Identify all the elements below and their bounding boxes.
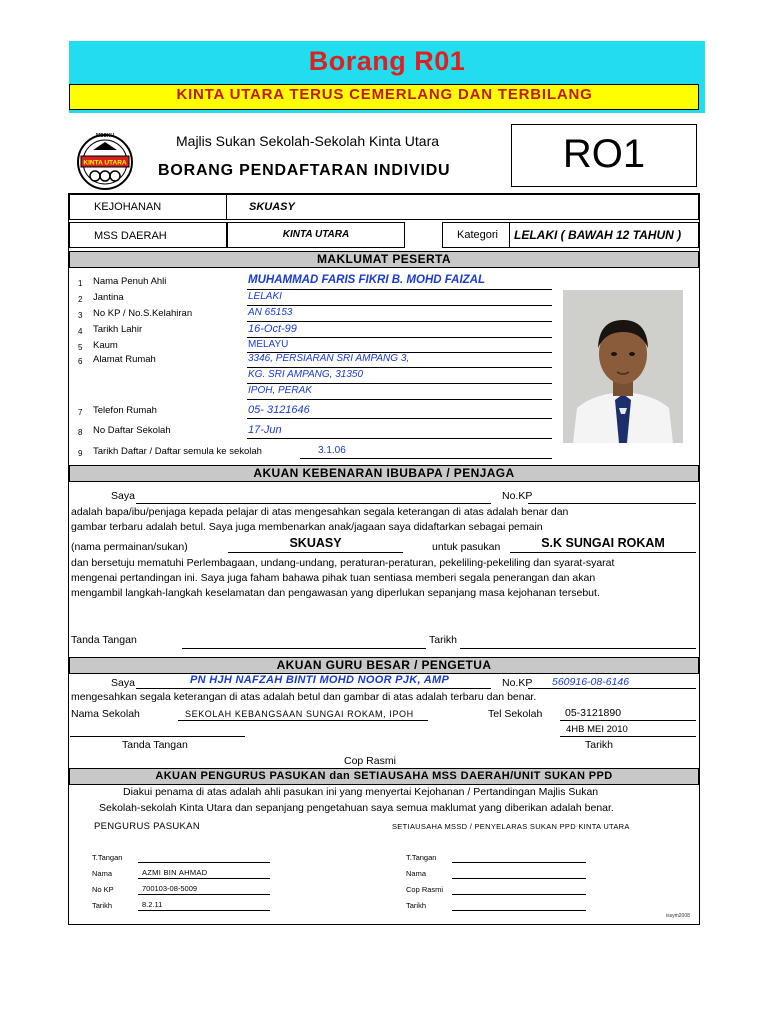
nama-sekolah-value: SEKOLAH KEBANGSAAN SUNGAI ROKAM, IPOH	[185, 709, 414, 719]
guru-tarikh-label: Tarikh	[585, 739, 614, 751]
setiausaha-cop-label: Cop Rasmi	[406, 885, 444, 894]
tarikh-daftar-line	[300, 458, 552, 459]
portrait-icon	[563, 290, 683, 443]
guru-tandatangan-label: Tanda Tangan	[122, 739, 188, 751]
no-daftar-line	[247, 438, 552, 439]
akuan-guru-heading: AKUAN GURU BESAR / PENGETUA	[69, 657, 699, 674]
tarikh-lahir-value: 16-Oct-99	[248, 323, 297, 335]
alamat-line1-value: 3346, PERSIARAN SRI AMPANG 3,	[248, 353, 410, 364]
setiausaha-tarikh-line	[452, 910, 586, 911]
nama-line	[247, 289, 552, 290]
ibubapa-text-2: gambar terbaru adalah betul. Saya juga membenarkan anak/jagaan saya didaftarkan sebagai pemain	[71, 521, 543, 533]
akuan-ibubapa-heading: AKUAN KEBENARAN IBUBAPA / PENJAGA	[69, 465, 699, 482]
tarikh-daftar-label: Tarikh Daftar / Daftar semula ke sekolah	[93, 446, 262, 457]
guru-tandatangan-line	[70, 736, 245, 737]
pengurus-text-1: Diakui penama di atas adalah ahli pasukan ini yang menyertai Kejohanan / Pertandingan Majlis Sukan	[123, 786, 599, 798]
kaum-label: Kaum	[93, 340, 118, 351]
pengurus-heading-label: PENGURUS PASUKAN	[94, 821, 200, 832]
jantina-value: LELAKI	[248, 291, 282, 302]
ibubapa-text-4: mengenai pertandingan ini. Saya juga faham bahawa pihak tuan sentiasa memberi segala penerangan dan akan	[71, 572, 596, 584]
pengurus-tarikh-value: 8.2.11	[142, 900, 163, 909]
pengurus-nokp-label: No KP	[92, 885, 114, 894]
setiausaha-heading-label: SETIAUSAHA MSSD / PENYELARAS SUKAN PPD KINTA UTARA	[392, 822, 630, 831]
organization-name: Majlis Sukan Sekolah-Sekolah Kinta Utara	[176, 133, 440, 149]
nokp-line	[247, 321, 552, 322]
pengurus-text-2: Sekolah-sekolah Kinta Utara dan sepanjang pengetahuan saya semua maklumat yang diberikan adalah benar.	[99, 802, 614, 814]
kejohanan-value: SKUASY	[249, 201, 295, 213]
tel-sekolah-line	[560, 720, 696, 721]
field-number: 4	[78, 327, 83, 336]
mss-value-cell	[227, 222, 405, 248]
tarikh-lahir-label: Tarikh Lahir	[93, 324, 143, 335]
jantina-line	[247, 305, 552, 306]
telefon-label: Telefon Rumah	[93, 405, 157, 416]
maklumat-heading: MAKLUMAT PESERTA	[69, 251, 699, 268]
pengurus-nama-value: AZMI BIN AHMAD	[142, 868, 208, 877]
pasukan-label: untuk pasukan	[432, 541, 501, 553]
pasukan-line	[510, 552, 696, 553]
no-daftar-label: No Daftar Sekolah	[93, 425, 171, 436]
setiausaha-nama-label: Nama	[406, 869, 427, 878]
tarikh-daftar-value: 3.1.06	[318, 445, 346, 456]
mss-label-cell	[69, 222, 227, 248]
alamat-line2-value: KG. SRI AMPANG, 31350	[248, 369, 364, 380]
field-number: 8	[78, 428, 83, 437]
nama-sekolah-label: Nama Sekolah	[71, 708, 140, 720]
kategori-value: LELAKI ( BAWAH 12 TAHUN )	[514, 228, 682, 242]
guru-saya-label: Saya	[111, 677, 135, 689]
alamat-line1	[247, 367, 552, 368]
pengurus-nama-label: Nama	[92, 869, 113, 878]
tel-sekolah-label: Tel Sekolah	[488, 708, 543, 720]
field-number: 7	[78, 408, 83, 417]
field-number: 1	[78, 279, 83, 288]
ibubapa-saya-line	[136, 503, 491, 504]
mss-value: KINTA UTARA	[282, 229, 350, 240]
setiausaha-nama-line	[452, 878, 586, 879]
ibubapa-text-5: mengambil langkah-langkah keselamatan dan pengawasan yang diperlukan sepanjang masa kejohanan tersebut.	[71, 587, 600, 599]
page-title: Borang R01	[308, 46, 466, 76]
guru-name-value: PN HJH NAFZAH BINTI MOHD NOOR PJK, AMP	[190, 674, 450, 686]
logo-text: KINTA UTARA	[83, 159, 127, 167]
pengurus-tarikh-label: Tarikh	[92, 901, 113, 910]
ibubapa-tandatangan-line	[182, 648, 426, 649]
setiausaha-ttangan-line	[452, 862, 586, 863]
telefon-line	[247, 418, 552, 419]
mss-label: MSS DAERAH	[94, 230, 167, 242]
setiausaha-cop-line	[452, 894, 586, 895]
kejohanan-label: KEJOHANAN	[94, 201, 162, 213]
telefon-value: 05- 3121646	[248, 404, 310, 416]
ibubapa-text-1: adalah bapa/ibu/penjaga kepada pelajar di atas mengesahkan segala keterangan di atas adalah benar dan	[71, 506, 569, 518]
kaum-value: MELAYU	[248, 339, 289, 350]
ibubapa-text-3: dan bersetuju mematuhi Perlembagaan, undang-undang, peraturan-peraturan, pekeliling-pekeliling dan syarat-syarat	[71, 557, 615, 569]
pengurus-nama-line	[138, 878, 270, 879]
guru-date-value: 4HB MEI 2010	[566, 724, 628, 735]
footer-note: issym2008	[666, 913, 690, 919]
permainan-value: SKUASY	[289, 536, 342, 550]
permainan-label: (nama permainan/sukan)	[71, 541, 188, 553]
alamat-line3	[247, 399, 552, 400]
pengurus-nokp-value: 700103-08-5009	[142, 884, 198, 893]
kejohanan-value-cell	[226, 194, 699, 220]
setiausaha-tarikh-label: Tarikh	[406, 901, 427, 910]
alamat-line3-value: IPOH, PERAK	[248, 385, 312, 396]
tel-sekolah-value: 05-3121890	[565, 707, 622, 719]
field-number: 3	[78, 311, 83, 320]
akuan-pengurus-heading: AKUAN PENGURUS PASUKAN dan SETIAUSAHA MSS DAERAH/UNIT SUKAN PPD	[69, 768, 699, 785]
nokp-value: AN 65153	[248, 307, 293, 318]
kategori-value-cell	[509, 222, 699, 248]
ibubapa-tandatangan-label: Tanda Tangan	[71, 634, 137, 646]
setiausaha-ttangan-label: T.Tangan	[406, 853, 437, 862]
nokp-label: No KP / No.S.Kelahiran	[93, 308, 193, 319]
ibubapa-saya-label: Saya	[111, 490, 135, 502]
permainan-line	[228, 552, 403, 553]
ibubapa-nokp-label: No.KP	[502, 490, 533, 502]
kategori-label-cell	[442, 222, 510, 248]
guru-cop-label: Cop Rasmi	[344, 755, 396, 767]
kejohanan-label-cell	[69, 194, 227, 220]
field-number: 6	[78, 357, 83, 366]
slogan-text: KINTA UTARA TERUS CEMERLANG DAN TERBILANG	[176, 86, 593, 103]
no-daftar-value: 17-Jun	[248, 424, 282, 436]
guru-nokp-value: 560916-08-6146	[552, 676, 630, 688]
logo-top-text: MSSKU	[95, 133, 115, 139]
ibubapa-tarikh-label: Tarikh	[429, 634, 458, 646]
guru-nokp-label: No.KP	[502, 677, 533, 689]
alamat-label: Alamat Rumah	[93, 354, 156, 365]
guru-nokp-line	[528, 688, 696, 689]
jantina-label: Jantina	[93, 292, 124, 303]
pengurus-tarikh-line	[138, 910, 270, 911]
guru-text-1: mengesahkan segala keterangan di atas adalah betul dan gambar di atas adalah terbaru dan benar.	[71, 691, 537, 703]
alamat-line2	[247, 383, 552, 384]
kategori-label: Kategori	[457, 229, 498, 241]
nama-value: MUHAMMAD FARIS FIKRI B. MOHD FAIZAL	[248, 274, 486, 286]
pengurus-nokp-line	[138, 894, 270, 895]
pengurus-ttangan-line	[138, 862, 270, 863]
pasukan-value: S.K SUNGAI ROKAM	[541, 536, 665, 550]
ibubapa-nokp-line	[528, 503, 696, 504]
field-number: 2	[78, 295, 83, 304]
guru-date-line	[560, 736, 696, 737]
tarikh-lahir-line	[247, 337, 552, 338]
ibubapa-tarikh-line	[460, 648, 696, 649]
field-number: 5	[78, 343, 83, 352]
field-number: 9	[78, 449, 83, 458]
form-code: RO1	[562, 132, 646, 176]
guru-saya-line	[136, 688, 491, 689]
nama-label: Nama Penuh Ahli	[93, 276, 167, 287]
participant-photo	[563, 290, 683, 443]
nama-sekolah-line	[178, 720, 428, 721]
mssku-logo-icon	[73, 128, 137, 192]
form-title: BORANG PENDAFTARAN INDIVIDU	[158, 162, 451, 179]
pengurus-ttangan-label: T.Tangan	[92, 853, 123, 862]
